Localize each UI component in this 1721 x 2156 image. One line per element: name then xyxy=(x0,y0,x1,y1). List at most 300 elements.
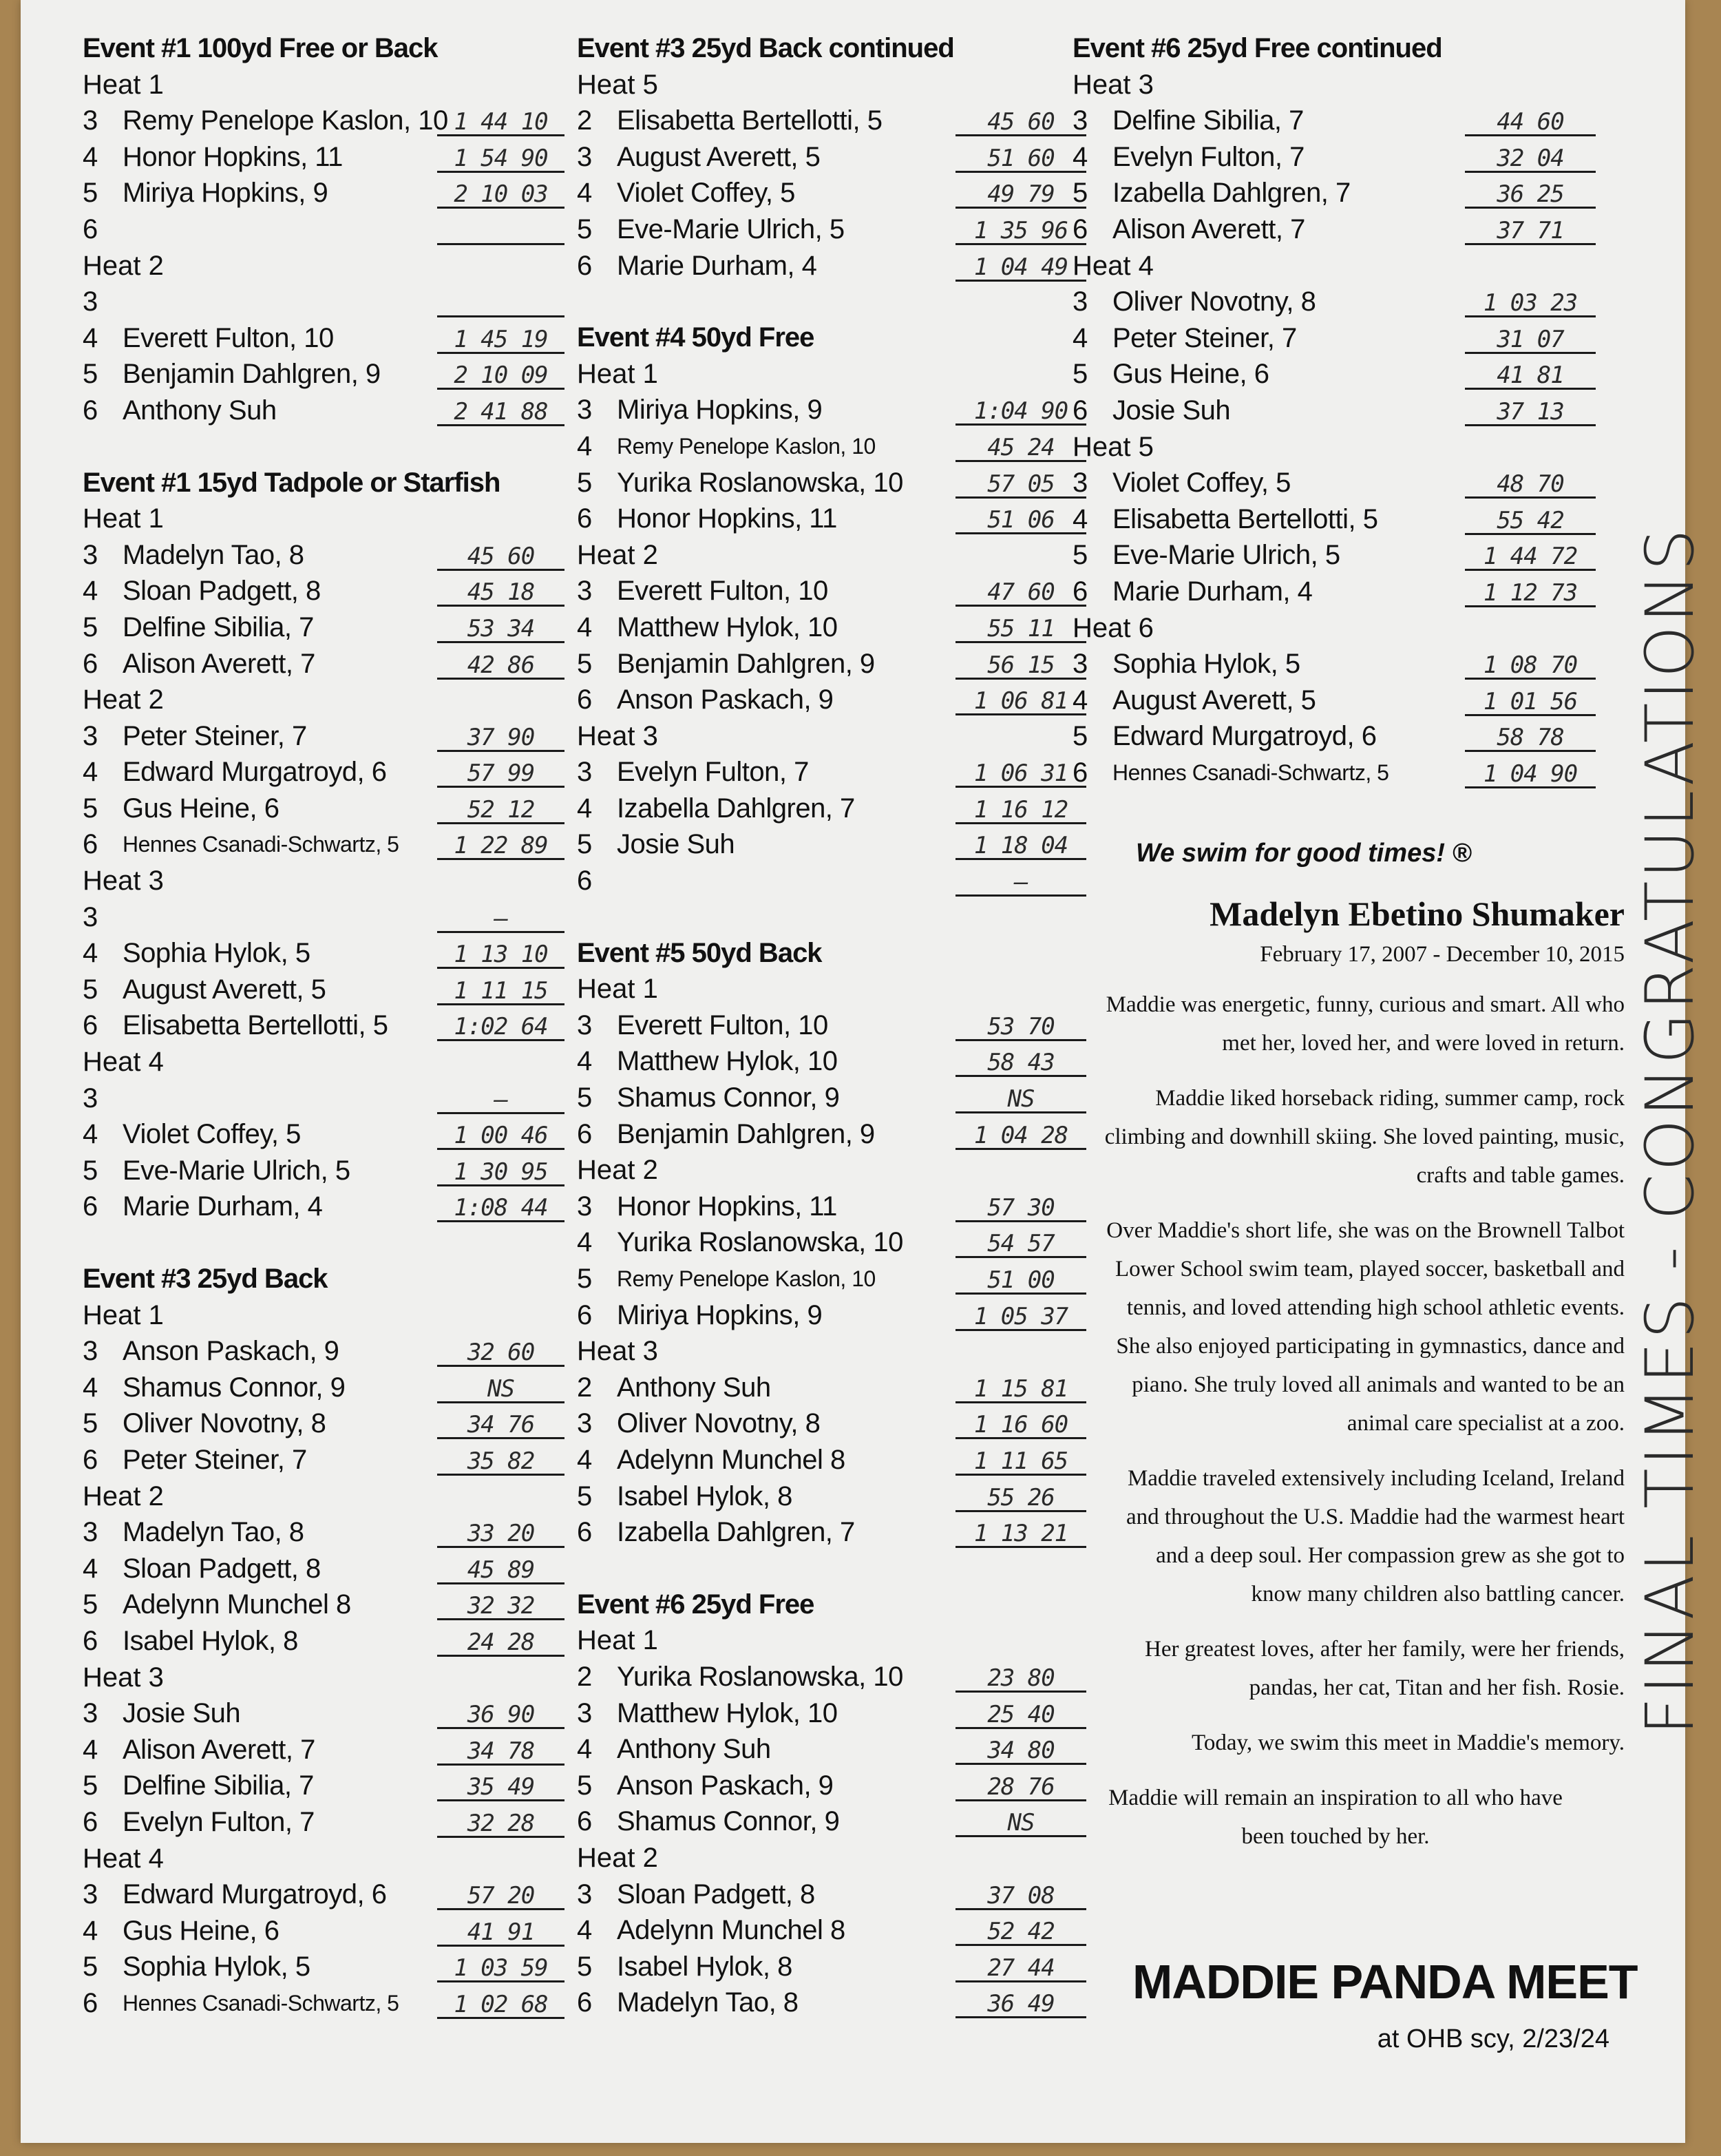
handwritten-time: 37 71 xyxy=(1465,211,1596,245)
swimmer-name: Sloan Padgett, 8 xyxy=(617,1878,815,1909)
handwritten-time: 55 11 xyxy=(955,609,1086,643)
tagline: We swim for good times! ® xyxy=(1136,839,1472,868)
swimmer-row xyxy=(577,1370,1086,1406)
swimmer-row xyxy=(577,573,1086,609)
heat-label: Heat 1 xyxy=(83,503,164,534)
handwritten-time: — xyxy=(437,899,564,933)
heat-label: Heat 4 xyxy=(1073,250,1154,281)
swimmer-row xyxy=(83,935,564,972)
swimmer-row xyxy=(83,103,564,139)
swimmer-name: Hennes Csanadi-Schwartz, 5 xyxy=(123,1990,399,2016)
swimmer-row xyxy=(83,899,564,936)
event-title: Event #6 25yd Free continued xyxy=(1073,33,1442,63)
handwritten-time: 28 76 xyxy=(955,1768,1086,1801)
heat-label: Heat 4 xyxy=(83,1843,164,1874)
handwritten-time: 53 34 xyxy=(437,609,564,643)
swimmer-row xyxy=(83,1116,564,1153)
handwritten-time: 24 28 xyxy=(437,1623,564,1657)
swimmer-row xyxy=(577,1080,1086,1116)
swimmer-name: Madelyn Tao, 8 xyxy=(123,1517,304,1548)
swimmer-name: Isabel Hylok, 8 xyxy=(123,1625,298,1656)
handwritten-time: NS xyxy=(437,1370,564,1403)
swimmer-name: Matthew Hylok, 10 xyxy=(617,611,838,642)
lane-number: 6 xyxy=(83,1444,98,1475)
swimmer-name: Shamus Connor, 9 xyxy=(617,1082,840,1113)
swimmer-row xyxy=(83,537,564,574)
lane-number: 4 xyxy=(1073,684,1088,715)
event-spacer xyxy=(83,1225,564,1261)
swimmer-name: Anthony Suh xyxy=(123,395,277,426)
handwritten-time: 58 43 xyxy=(955,1043,1086,1077)
lane-number: 6 xyxy=(83,1010,98,1041)
lane-number: 5 xyxy=(83,611,98,642)
handwritten-time: 35 49 xyxy=(437,1768,564,1801)
lane-number: 4 xyxy=(83,576,98,607)
lane-number: 5 xyxy=(83,1155,98,1186)
handwritten-time: 45 60 xyxy=(437,537,564,571)
event-title: Event #1 15yd Tadpole or Starfish xyxy=(83,467,500,498)
swimmer-row xyxy=(83,718,564,755)
swimmer-name: Edward Murgatroyd, 6 xyxy=(1112,721,1377,752)
handwritten-time: 36 90 xyxy=(437,1695,564,1729)
lane-number: 6 xyxy=(577,250,593,281)
column-1 xyxy=(83,30,564,2021)
lane-number: 6 xyxy=(83,1625,98,1656)
swimmer-name: Izabella Dahlgren, 7 xyxy=(1112,178,1351,209)
lane-number: 3 xyxy=(83,1082,98,1113)
swimmer-name: Benjamin Dahlgren, 9 xyxy=(617,648,875,679)
swimmer-row xyxy=(1073,574,1596,610)
lane-number: 3 xyxy=(83,1879,98,1910)
swimmer-name: Violet Coffey, 5 xyxy=(1112,468,1291,499)
handwritten-time: 1 22 89 xyxy=(437,826,564,860)
handwritten-time: 53 70 xyxy=(955,1007,1086,1041)
handwritten-time: 23 80 xyxy=(955,1659,1086,1693)
handwritten-time: 1 03 23 xyxy=(1465,284,1596,317)
handwritten-time: 1 44 10 xyxy=(437,103,564,136)
lane-number: 3 xyxy=(1073,649,1088,680)
lane-number: 3 xyxy=(577,1878,593,1909)
swimmer-name: Anthony Suh xyxy=(617,1734,771,1765)
swimmer-row xyxy=(83,1153,564,1189)
swimmer-name: Peter Steiner, 7 xyxy=(1112,322,1297,353)
memorial-paragraph: Her greatest loves, after her family, were her friends, pandas, her cat, Titan and her fish. Rosie. xyxy=(1145,1637,1625,1700)
swimmer-row xyxy=(83,1551,564,1587)
handwritten-time: 1 16 60 xyxy=(955,1405,1086,1439)
lane-number: 3 xyxy=(83,1517,98,1548)
handwritten-time: 35 82 xyxy=(437,1442,564,1476)
swimmer-name: Adelynn Munchel 8 xyxy=(617,1915,845,1946)
swimmer-name: Gus Heine, 6 xyxy=(1112,359,1269,390)
lane-number: 3 xyxy=(83,1698,98,1729)
lane-number: 3 xyxy=(83,901,98,932)
lane-number: 5 xyxy=(577,1770,593,1801)
swimmer-row xyxy=(83,356,564,393)
swimmer-name: Izabella Dahlgren, 7 xyxy=(617,793,855,824)
handwritten-time: 45 89 xyxy=(437,1551,564,1584)
event-spacer xyxy=(83,429,564,465)
swimmer-row xyxy=(1073,393,1596,429)
swimmer-row xyxy=(83,1007,564,1044)
swimmer-name: Sloan Padgett, 8 xyxy=(123,1553,321,1584)
swimmer-name: Matthew Hylok, 10 xyxy=(617,1697,838,1728)
swimmer-row xyxy=(577,646,1086,682)
swimmer-row xyxy=(577,1043,1086,1080)
memorial-section xyxy=(1101,894,1625,1872)
handwritten-time: 1:02 64 xyxy=(437,1007,564,1041)
swimmer-row xyxy=(577,1768,1086,1804)
event-title: Event #5 50yd Back xyxy=(577,937,822,968)
swimmer-name: Madelyn Tao, 8 xyxy=(123,539,304,570)
swimmer-row xyxy=(83,1442,564,1478)
handwritten-time: 1 02 68 xyxy=(437,1985,564,2019)
swimmer-row xyxy=(83,1913,564,1949)
swimmer-name: August Averett, 5 xyxy=(1112,684,1316,715)
lane-number: 3 xyxy=(577,141,593,172)
swimmer-name: Remy Penelope Kaslon, 10 xyxy=(617,1266,876,1291)
lane-number: 5 xyxy=(577,213,593,244)
handwritten-time: 1 13 10 xyxy=(437,935,564,969)
swimmer-name: Anthony Suh xyxy=(617,1372,771,1403)
swimmer-name: Miriya Hopkins, 9 xyxy=(617,1299,823,1330)
swimmer-name: Evelyn Fulton, 7 xyxy=(123,1806,315,1837)
handwritten-time: 47 60 xyxy=(955,573,1086,607)
heat-label: Heat 3 xyxy=(1073,69,1154,100)
swimmer-row xyxy=(83,609,564,646)
handwritten-time: 1 16 12 xyxy=(955,791,1086,824)
lane-number: 5 xyxy=(1073,178,1088,209)
handwritten-time: 49 79 xyxy=(955,175,1086,209)
swimmer-name: Miriya Hopkins, 9 xyxy=(123,178,328,209)
lane-number: 6 xyxy=(1073,757,1088,788)
handwritten-time: 34 78 xyxy=(437,1732,564,1766)
event-title: Event #3 25yd Back continued xyxy=(577,33,954,63)
swimmer-row xyxy=(83,284,564,320)
lane-number: 5 xyxy=(83,1951,98,1982)
handwritten-time: 34 80 xyxy=(955,1731,1086,1765)
swimmer-name: Remy Penelope Kaslon, 10 xyxy=(123,105,448,136)
swimmer-row xyxy=(83,1768,564,1804)
swimmer-row xyxy=(1073,139,1596,176)
handwritten-time: 1 06 81 xyxy=(955,682,1086,715)
swimmer-row xyxy=(83,754,564,791)
heat-label: Heat 1 xyxy=(577,1625,658,1656)
memorial-paragraph: Maddie traveled extensively including Iceland, Ireland and throughout the U.S. Maddie had the warmest heart and a deep soul. Her compassion grew as she got to know many children also battling cancer. xyxy=(1126,1466,1625,1606)
swimmer-row xyxy=(83,320,564,357)
swimmer-row xyxy=(577,1405,1086,1442)
lane-number: 5 xyxy=(83,178,98,209)
heat-label: Heat 3 xyxy=(83,866,164,897)
lane-number: 5 xyxy=(83,359,98,390)
swimmer-row xyxy=(1073,537,1596,574)
lane-number: 3 xyxy=(577,576,593,607)
swimmer-name: Peter Steiner, 7 xyxy=(123,720,307,751)
swimmer-row xyxy=(577,1803,1086,1840)
lane-number: 4 xyxy=(577,1227,593,1258)
swimmer-name: Violet Coffey, 5 xyxy=(617,178,795,209)
swimmer-row xyxy=(1073,320,1596,357)
swimmer-name: Yurika Roslanowska, 10 xyxy=(617,467,903,498)
heat-label: Heat 2 xyxy=(577,1155,658,1186)
lane-number: 5 xyxy=(577,1951,593,1982)
lane-number: 5 xyxy=(577,829,593,860)
handwritten-time: 52 12 xyxy=(437,791,564,824)
swimmer-row xyxy=(577,1659,1086,1695)
swimmer-name: Alison Averett, 7 xyxy=(1112,213,1305,244)
lane-number: 4 xyxy=(83,938,98,969)
handwritten-time: 1 06 31 xyxy=(955,754,1086,788)
lane-number: 4 xyxy=(577,1915,593,1946)
heat-label: Heat 4 xyxy=(83,1047,164,1078)
swimmer-name: Marie Durham, 4 xyxy=(1112,576,1313,607)
handwritten-time: 37 08 xyxy=(955,1876,1086,1910)
handwritten-time: 1 45 19 xyxy=(437,320,564,354)
memorial-paragraph: Maddie was energetic, funny, curious and smart. All who met her, loved her, and were loved in return. xyxy=(1106,992,1625,1056)
memorial-paragraph: Over Maddie's short life, she was on the Brownell Talbot Lower School swim team, played soccer, basketball and tennis, and loved attending high school athletic events. She also enjoyed participating in gymnastics, dance and piano. She truly loved all animals and wanted to be an animal care specialist at a zoo. xyxy=(1106,1218,1625,1436)
swimmer-name: Hennes Csanadi-Schwartz, 5 xyxy=(1112,760,1389,785)
lane-number: 6 xyxy=(1073,213,1088,244)
handwritten-time: 52 42 xyxy=(955,1912,1086,1946)
handwritten-time: 25 40 xyxy=(955,1695,1086,1729)
lane-number: 4 xyxy=(577,611,593,642)
lane-number: 5 xyxy=(83,1589,98,1620)
handwritten-time: NS xyxy=(955,1803,1086,1837)
swimmer-row xyxy=(577,1261,1086,1297)
event-spacer xyxy=(577,284,1086,320)
swimmer-row xyxy=(577,682,1086,718)
swimmer-row xyxy=(83,1514,564,1551)
heat-label: Heat 2 xyxy=(83,684,164,715)
handwritten-time: 1 35 96 xyxy=(955,211,1086,245)
swimmer-row xyxy=(83,1080,564,1117)
heat-label: Heat 1 xyxy=(83,69,164,100)
swimmer-row xyxy=(577,791,1086,827)
lane-number: 5 xyxy=(1073,721,1088,752)
swimmer-name: Anson Paskach, 9 xyxy=(617,684,834,715)
swimmer-name: Anson Paskach, 9 xyxy=(123,1336,339,1367)
handwritten-time: 1 01 56 xyxy=(1465,682,1596,716)
lane-number: 5 xyxy=(83,1408,98,1439)
swimmer-name: Sophia Hylok, 5 xyxy=(123,1951,310,1982)
swimmer-row xyxy=(1073,356,1596,393)
lane-number: 5 xyxy=(83,793,98,824)
swimmer-name: Remy Penelope Kaslon, 10 xyxy=(617,433,876,459)
swimmer-row xyxy=(83,175,564,211)
swimmer-row xyxy=(1073,682,1596,719)
handwritten-time: 1 18 04 xyxy=(955,826,1086,860)
swimmer-row xyxy=(577,428,1086,465)
swimmer-row xyxy=(577,609,1086,646)
swimmer-row xyxy=(577,175,1086,211)
event-spacer xyxy=(577,1551,1086,1587)
lane-number: 4 xyxy=(1073,322,1088,353)
swimmer-row xyxy=(1073,755,1596,791)
handwritten-time: — xyxy=(437,1080,564,1114)
swimmer-name: August Averett, 5 xyxy=(617,141,821,172)
lane-number: 6 xyxy=(83,395,98,426)
heat-label: Heat 2 xyxy=(577,539,658,570)
handwritten-time: 1 11 65 xyxy=(955,1442,1086,1476)
heat-label: Heat 1 xyxy=(577,974,658,1005)
lane-number: 5 xyxy=(1073,540,1088,571)
handwritten-time: 1 44 72 xyxy=(1465,537,1596,571)
heat-label: Heat 1 xyxy=(577,358,658,389)
memorial-paragraph: Today, we swim this meet in Maddie's memory. xyxy=(1192,1730,1625,1755)
swimmer-row xyxy=(83,1333,564,1370)
handwritten-time: 51 60 xyxy=(955,139,1086,173)
lane-number: 5 xyxy=(577,648,593,679)
heat-label: Heat 2 xyxy=(577,1842,658,1873)
lane-number: 4 xyxy=(577,1734,593,1765)
swimmer-row xyxy=(1073,103,1596,139)
swimmer-name: Elisabetta Bertellotti, 5 xyxy=(617,105,883,136)
handwritten-time: NS xyxy=(955,1080,1086,1113)
swimmer-name: Anson Paskach, 9 xyxy=(617,1770,834,1801)
lane-number: 3 xyxy=(577,395,593,426)
lane-number: 3 xyxy=(1073,286,1088,317)
swimmer-row xyxy=(577,1985,1086,2021)
swimmer-name: Gus Heine, 6 xyxy=(123,1915,279,1946)
lane-number: 6 xyxy=(577,1299,593,1330)
event-title: Event #4 50yd Free xyxy=(577,322,814,353)
swimmer-row xyxy=(577,1442,1086,1478)
lane-number: 2 xyxy=(577,1372,593,1403)
swimmer-row xyxy=(83,1949,564,1985)
column-2 xyxy=(577,30,1086,2021)
memorial-name: Madelyn Ebetino Shumaker xyxy=(1210,894,1625,933)
swimmer-row xyxy=(577,1224,1086,1261)
heat-label: Heat 3 xyxy=(83,1662,164,1693)
memorial-closing: Maddie will remain an inspiration to all who have been touched by her. xyxy=(1108,1786,1563,1849)
lane-number: 6 xyxy=(577,1118,593,1149)
handwritten-time: 55 42 xyxy=(1465,501,1596,535)
lane-number: 4 xyxy=(577,1444,593,1475)
handwritten-time: 1 11 15 xyxy=(437,972,564,1005)
swimmer-row xyxy=(577,248,1086,284)
handwritten-note: FINAL TIMES - CONGRATULATIONS xyxy=(1632,526,1709,1735)
results-sheet xyxy=(21,0,1709,2143)
heat-label: Heat 5 xyxy=(1073,431,1154,462)
handwritten-time: 37 90 xyxy=(437,718,564,752)
lane-number: 6 xyxy=(577,1987,593,2018)
swimmer-row xyxy=(1073,465,1596,501)
swimmer-row xyxy=(1073,718,1596,755)
lane-number: 2 xyxy=(577,105,593,136)
swimmer-row xyxy=(83,211,564,248)
swimmer-row xyxy=(83,1623,564,1660)
handwritten-time: 1 54 90 xyxy=(437,139,564,173)
swimmer-row xyxy=(83,646,564,682)
handwritten-time: 36 25 xyxy=(1465,175,1596,209)
handwritten-time xyxy=(437,211,564,245)
handwritten-time: 57 20 xyxy=(437,1876,564,1910)
lane-number: 3 xyxy=(577,1697,593,1728)
handwritten-time: 58 78 xyxy=(1465,718,1596,752)
handwritten-time: 1 13 21 xyxy=(955,1514,1086,1548)
lane-number: 4 xyxy=(577,430,593,461)
swimmer-name: Eve-Marie Ulrich, 5 xyxy=(1112,540,1340,571)
heat-label: Heat 2 xyxy=(83,1480,164,1511)
swimmer-row xyxy=(83,573,564,609)
swimmer-name: Sloan Padgett, 8 xyxy=(123,576,321,607)
swimmer-row xyxy=(577,1876,1086,1913)
handwritten-time: 41 81 xyxy=(1465,356,1596,390)
swimmer-row xyxy=(577,103,1086,139)
handwritten-time: 41 91 xyxy=(437,1913,564,1947)
handwritten-time xyxy=(437,284,564,317)
lane-number: 5 xyxy=(83,974,98,1005)
handwritten-time: 32 60 xyxy=(437,1333,564,1367)
swimmer-row xyxy=(577,211,1086,248)
handwritten-time: 1 15 81 xyxy=(955,1370,1086,1403)
event-title: Event #1 100yd Free or Back xyxy=(83,33,438,63)
swimmer-name: Benjamin Dahlgren, 9 xyxy=(617,1118,875,1149)
lane-number: 5 xyxy=(577,467,593,498)
swimmer-name: Madelyn Tao, 8 xyxy=(617,1987,799,2018)
handwritten-time: 34 76 xyxy=(437,1405,564,1439)
swimmer-row xyxy=(83,393,564,429)
handwritten-time: 1:04 90 xyxy=(955,392,1086,426)
lane-number: 6 xyxy=(83,1191,98,1222)
event-title: Event #6 25yd Free xyxy=(577,1589,814,1620)
swimmer-name: Josie Suh xyxy=(1112,395,1231,426)
swimmer-row xyxy=(577,1912,1086,1949)
swimmer-name: Elisabetta Bertellotti, 5 xyxy=(123,1010,388,1041)
swimmer-row xyxy=(577,1007,1086,1044)
handwritten-time: 45 24 xyxy=(955,428,1086,462)
swimmer-name: Violet Coffey, 5 xyxy=(123,1119,301,1150)
lane-number: 6 xyxy=(83,1987,98,2018)
swimmer-name: Honor Hopkins, 11 xyxy=(617,503,837,534)
swimmer-name: August Averett, 5 xyxy=(123,974,326,1005)
swimmer-name: Sophia Hylok, 5 xyxy=(123,938,310,969)
swimmer-row xyxy=(577,1116,1086,1153)
swimmer-name: Peter Steiner, 7 xyxy=(123,1444,307,1475)
lane-number: 4 xyxy=(83,141,98,172)
lane-number: 6 xyxy=(83,1806,98,1837)
lane-number: 6 xyxy=(1073,576,1088,607)
swimmer-row xyxy=(83,1405,564,1442)
swimmer-row xyxy=(577,1731,1086,1768)
swimmer-name: Oliver Novotny, 8 xyxy=(123,1408,326,1439)
lane-number: 3 xyxy=(83,720,98,751)
swimmer-name: Benjamin Dahlgren, 9 xyxy=(123,359,381,390)
lane-number: 6 xyxy=(577,684,593,715)
lane-number: 6 xyxy=(577,866,593,897)
swimmer-row xyxy=(83,1876,564,1913)
lane-number: 3 xyxy=(83,1336,98,1367)
swimmer-name: Sophia Hylok, 5 xyxy=(1112,649,1300,680)
swimmer-name: Alison Averett, 7 xyxy=(123,1734,315,1765)
swimmer-row xyxy=(1073,175,1596,211)
swimmer-row xyxy=(83,1370,564,1406)
swimmer-name: Yurika Roslanowska, 10 xyxy=(617,1661,903,1692)
lane-number: 6 xyxy=(1073,395,1088,426)
swimmer-name: Oliver Novotny, 8 xyxy=(1112,286,1316,317)
swimmer-name: Shamus Connor, 9 xyxy=(617,1806,840,1837)
handwritten-time: 51 06 xyxy=(955,501,1086,534)
swimmer-name: Marie Durham, 4 xyxy=(617,250,817,281)
heat-label: Heat 1 xyxy=(83,1299,164,1330)
swimmer-row xyxy=(1073,501,1596,538)
swimmer-row xyxy=(577,754,1086,791)
handwritten-time: — xyxy=(955,863,1086,897)
meet-subtitle: at OHB scy, 2/23/24 xyxy=(1377,2024,1609,2053)
lane-number: 3 xyxy=(83,539,98,570)
lane-number: 5 xyxy=(577,1264,593,1294)
handwritten-time: 1 05 37 xyxy=(955,1297,1086,1331)
swimmer-row xyxy=(577,1514,1086,1551)
